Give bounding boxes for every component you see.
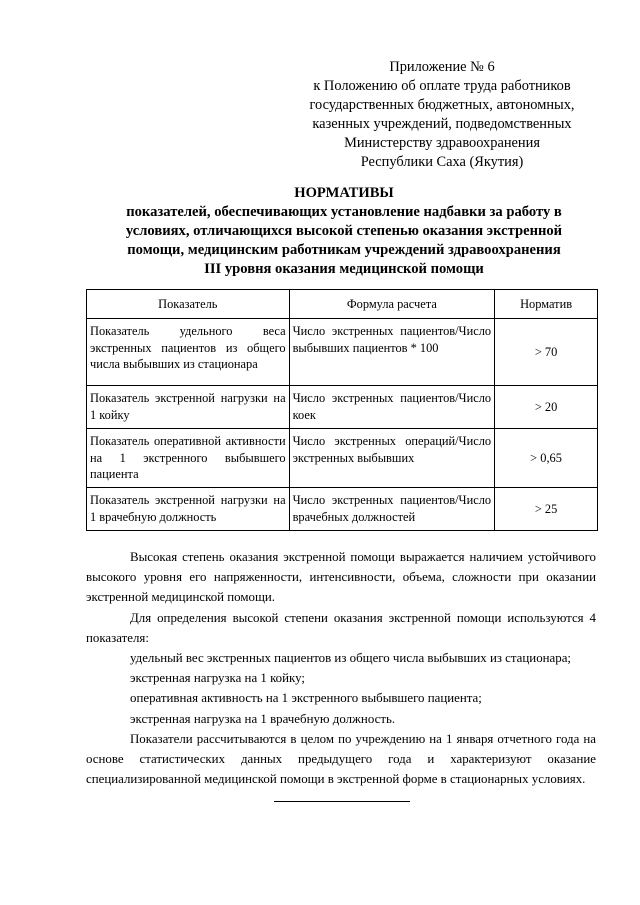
paragraph: Показатели рассчитываются в целом по учреждению на 1 января отчетного года на основе статистических данных предыдущего года и характеризуют оказание специализированной медицинской помощи в экстренной форме в стационарных условиях. <box>86 731 596 787</box>
formula-cell: Число экстренных пациентов/Число коек <box>289 386 495 429</box>
header-formula: Формула расчета <box>289 290 495 319</box>
document-heading <box>104 184 584 279</box>
indicator-cell: Показатель оперативной активности на 1 экстренного выбывшего пациента <box>87 429 290 488</box>
indicator-cell: Показатель экстренной нагрузки на 1 койку <box>87 386 290 429</box>
norm-cell: > 0,65 <box>495 429 598 488</box>
document-subtitle-line: условиях, отличающихся высокой степенью оказания экстренной <box>125 223 563 239</box>
appendix-line: Республики Саха (Якутия) <box>360 154 524 170</box>
appendix-line: Министерству здравоохранения <box>344 135 540 151</box>
appendix-line: казенных учреждений, подведомственных <box>312 116 572 132</box>
table-row <box>87 386 598 429</box>
body-text <box>86 547 596 789</box>
paragraph: Для определения высокой степени оказания экстренной помощи используются 4 показателя: <box>86 610 596 645</box>
header-indicator: Показатель <box>87 290 290 319</box>
table-row <box>87 429 598 488</box>
appendix-header <box>296 58 588 172</box>
document-subtitle-line: показателей, обеспечивающих установление надбавки за работу в <box>126 204 562 220</box>
paragraph: Высокая степень оказания экстренной помощи выражается наличием устойчивого высокого уровня его напряженности, интенсивности, объема, сложности при оказании экстренной медицинской помощи. <box>86 550 596 605</box>
appendix-line: Приложение № 6 <box>389 59 495 75</box>
appendix-line: государственных бюджетных, автономных, <box>309 97 575 113</box>
list-item: экстренная нагрузка на 1 врачебную должность. <box>130 711 396 726</box>
end-separator-line <box>274 801 410 802</box>
formula-cell: Число экстренных пациентов/Число выбывших пациентов * 100 <box>289 319 495 386</box>
norm-cell: > 70 <box>495 319 598 386</box>
document-subtitle-line: III уровня оказания медицинской помощи <box>204 261 484 277</box>
norm-cell: > 25 <box>495 488 598 531</box>
formula-cell: Число экстренных пациентов/Число врачебных должностей <box>289 488 495 531</box>
table-header-row <box>87 290 598 319</box>
table-row <box>87 488 598 531</box>
document-subtitle-line: помощи, медицинским работникам учреждений здравоохранения <box>127 242 561 258</box>
list-item: оперативная активность на 1 экстренного выбывшего пациента; <box>130 691 482 706</box>
indicator-cell: Показатель экстренной нагрузки на 1 врачебную должность <box>87 488 290 531</box>
list-item: удельный вес экстренных пациентов из общего числа выбывших из стационара; <box>130 651 572 666</box>
document-title: НОРМАТИВЫ <box>294 185 394 201</box>
formula-cell: Число экстренных операций/Число экстренных выбывших <box>289 429 495 488</box>
header-norm: Норматив <box>495 290 598 319</box>
norms-table <box>86 289 598 531</box>
table-row <box>87 319 598 386</box>
list-item: экстренная нагрузка на 1 койку; <box>130 671 305 686</box>
appendix-line: к Положению об оплате труда работников <box>313 78 571 94</box>
indicator-cell: Показатель удельного веса экстренных пациентов из общего числа выбывших из стационара <box>87 319 290 386</box>
norm-cell: > 20 <box>495 386 598 429</box>
